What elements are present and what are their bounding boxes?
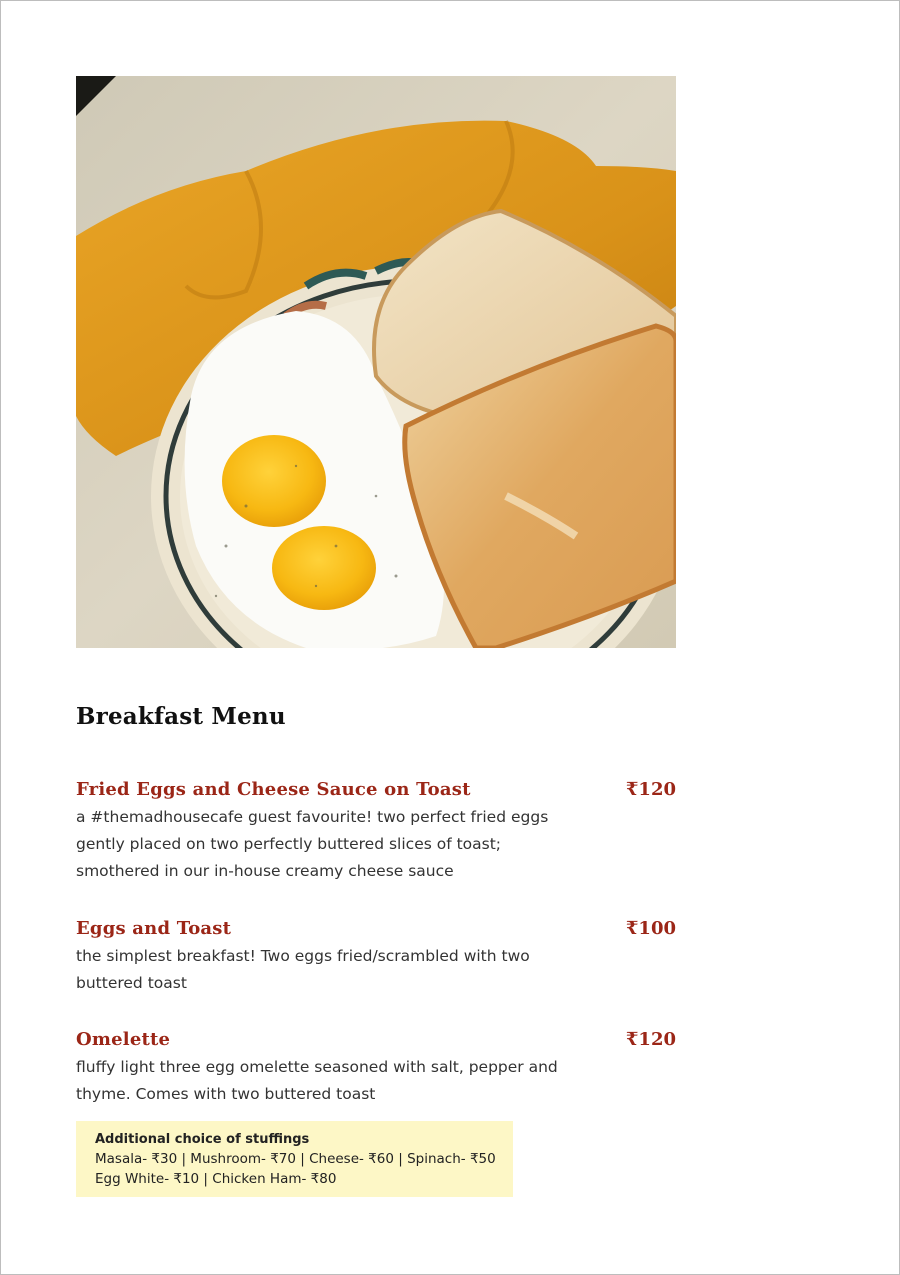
menu-item <box>76 1029 676 1108</box>
breakfast-photo <box>76 76 676 648</box>
description-line: the simplest breakfast! Two eggs fried/scrambled with two <box>76 947 530 965</box>
item-name: Fried Eggs and Cheese Sauce on Toast <box>76 779 471 800</box>
stuffings-line: Egg White- ₹10 | Chicken Ham- ₹80 <box>95 1171 337 1187</box>
item-description <box>76 1054 576 1108</box>
menu-item <box>76 779 676 885</box>
item-description <box>76 943 576 997</box>
item-price: ₹120 <box>625 779 676 800</box>
stuffings-title: Additional choice of stuffings <box>95 1132 310 1147</box>
stuffings-line: Masala- ₹30 | Mushroom- ₹70 | Cheese- ₹60 | Spinach- ₹50 <box>95 1151 496 1167</box>
description-line: gently placed on two perfectly buttered slices of toast; <box>76 835 502 853</box>
item-name: Eggs and Toast <box>76 918 232 939</box>
description-line: thyme. Comes with two buttered toast <box>76 1085 376 1103</box>
item-description <box>76 804 576 885</box>
description-line: smothered in our in-house creamy cheese sauce <box>76 862 454 880</box>
description-line: fluffy light three egg omelette seasoned with salt, pepper and <box>76 1058 558 1076</box>
stuffings-box <box>76 1121 513 1197</box>
description-line: a #themadhousecafe guest favourite! two perfect fried eggs <box>76 808 549 826</box>
food-photo-icon <box>76 76 676 648</box>
item-name: Omelette <box>76 1029 171 1050</box>
item-price: ₹100 <box>625 918 676 939</box>
menu-item <box>76 918 676 997</box>
page-title: Breakfast Menu <box>76 703 286 730</box>
description-line: buttered toast <box>76 974 187 992</box>
item-price: ₹120 <box>625 1029 676 1050</box>
